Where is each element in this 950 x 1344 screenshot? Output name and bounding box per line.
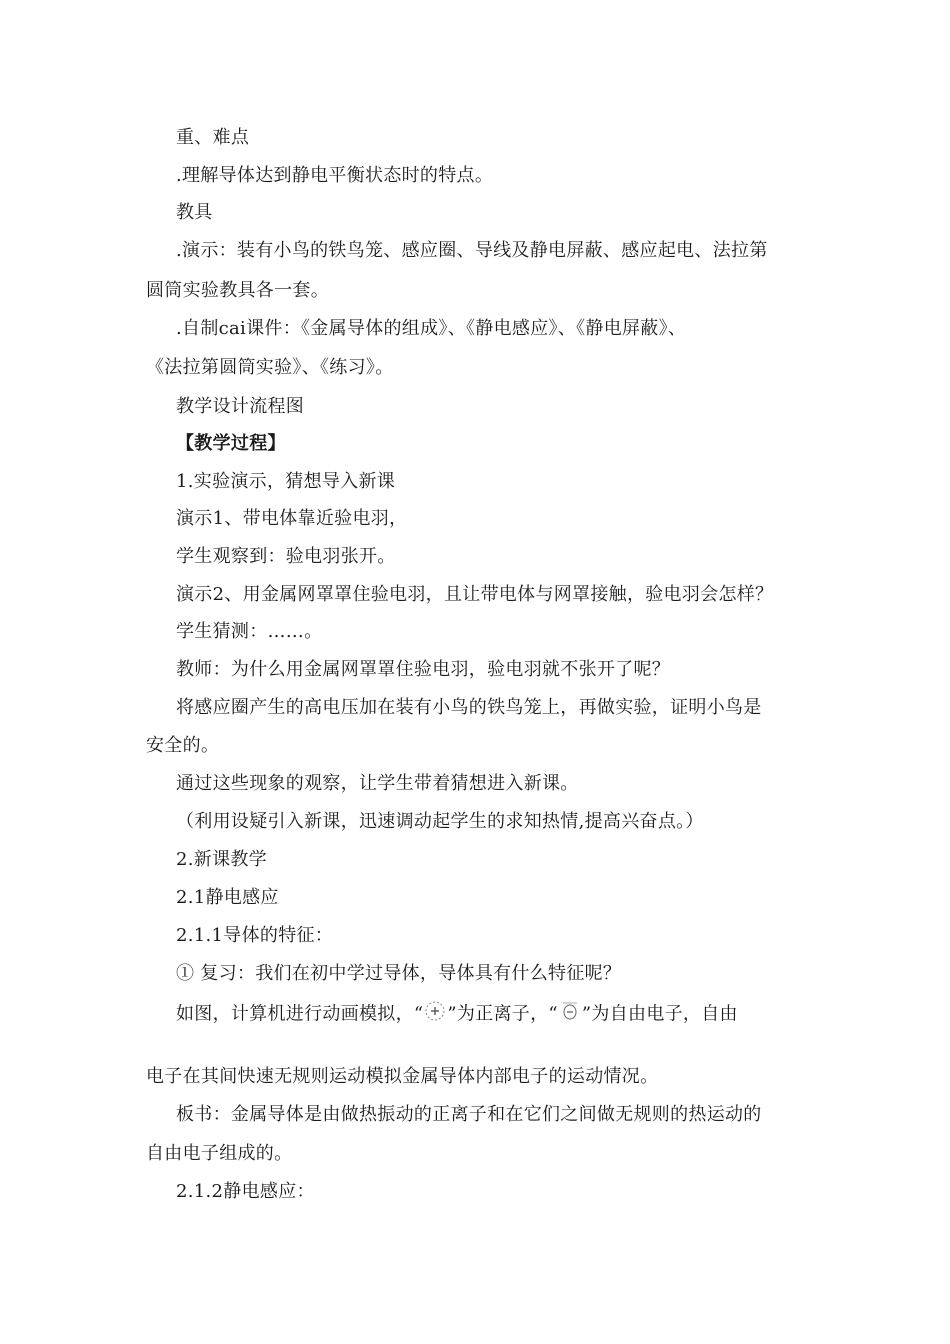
paragraph: 演示1、带电体靠近验电羽， [176,508,408,529]
paragraph: 演示2、用金属网罩罩住验电羽，且让带电体与网罩接触，验电羽会怎样？ [176,584,774,605]
paragraph: 1.实验演示，猜想导入新课 [176,471,396,492]
heading-key-points: 重、难点 [176,127,250,148]
heading-teaching-aids: 教具 [176,202,213,223]
heading-new-lesson: 2.新课教学 [176,849,267,870]
paragraph: 电子在其间快速无规则运动模拟金属导体内部电子的运动情况。 [146,1066,659,1087]
paragraph: 将感应圈产生的高电压加在装有小鸟的铁鸟笼上，再做实验，证明小鸟是 [176,697,762,718]
section-title-teaching-process: 【教学过程】 [176,433,286,454]
paragraph: ① 复习：我们在初中学过导体，导体具有什么特征呢？ [176,963,622,984]
paragraph: 通过这些现象的观察，让学生带着猜想进入新课。 [176,773,579,794]
paragraph: .自制cai课件：《金属导体的组成》、《静电感应》、《静电屏蔽》、 [176,318,687,339]
text-segment: ”为正离子，“ [447,1003,558,1025]
paragraph: 自由电子组成的。 [146,1143,293,1164]
paragraph: 学生猜测：……。 [176,621,323,642]
text-segment: ”为自由电子，自由 [581,1003,738,1025]
paragraph: 教师：为什么用金属网罩罩住验电羽，验电羽就不张开了呢？ [176,659,671,680]
paragraph: （利用设疑引入新课，迅速调动起学生的求知热情,提高兴奋点。） [176,811,704,832]
paragraph-with-symbols [176,1000,738,1029]
heading-flowchart: 教学设计流程图 [176,396,305,417]
paragraph: 圆筒实验教具各一套。 [146,280,329,301]
paragraph: .理解导体达到静电平衡状态时的特点。 [176,165,494,186]
paragraph: 板书：金属导体是由做热振动的正离子和在它们之间做无规则的热运动的 [176,1104,762,1125]
paragraph: 安全的。 [146,735,220,756]
paragraph: 学生观察到：验电羽张开。 [176,546,396,567]
text-segment: 如图，计算机进行动画模拟，“ [176,1003,424,1025]
heading-electrostatic-induction-sub: 2.1.2静电感应： [176,1181,315,1202]
paragraph: 《法拉第圆筒实验》、《练习》。 [146,357,394,378]
heading-conductor-features: 2.1.1导体的特征： [176,925,334,946]
paragraph: .演示：装有小鸟的铁鸟笼、感应圈、导线及静电屏蔽、感应起电、法拉第 [176,240,768,261]
free-electron-icon [559,1000,581,1029]
heading-electrostatic-induction: 2.1静电感应 [176,887,279,908]
positive-ion-icon [424,1000,446,1029]
